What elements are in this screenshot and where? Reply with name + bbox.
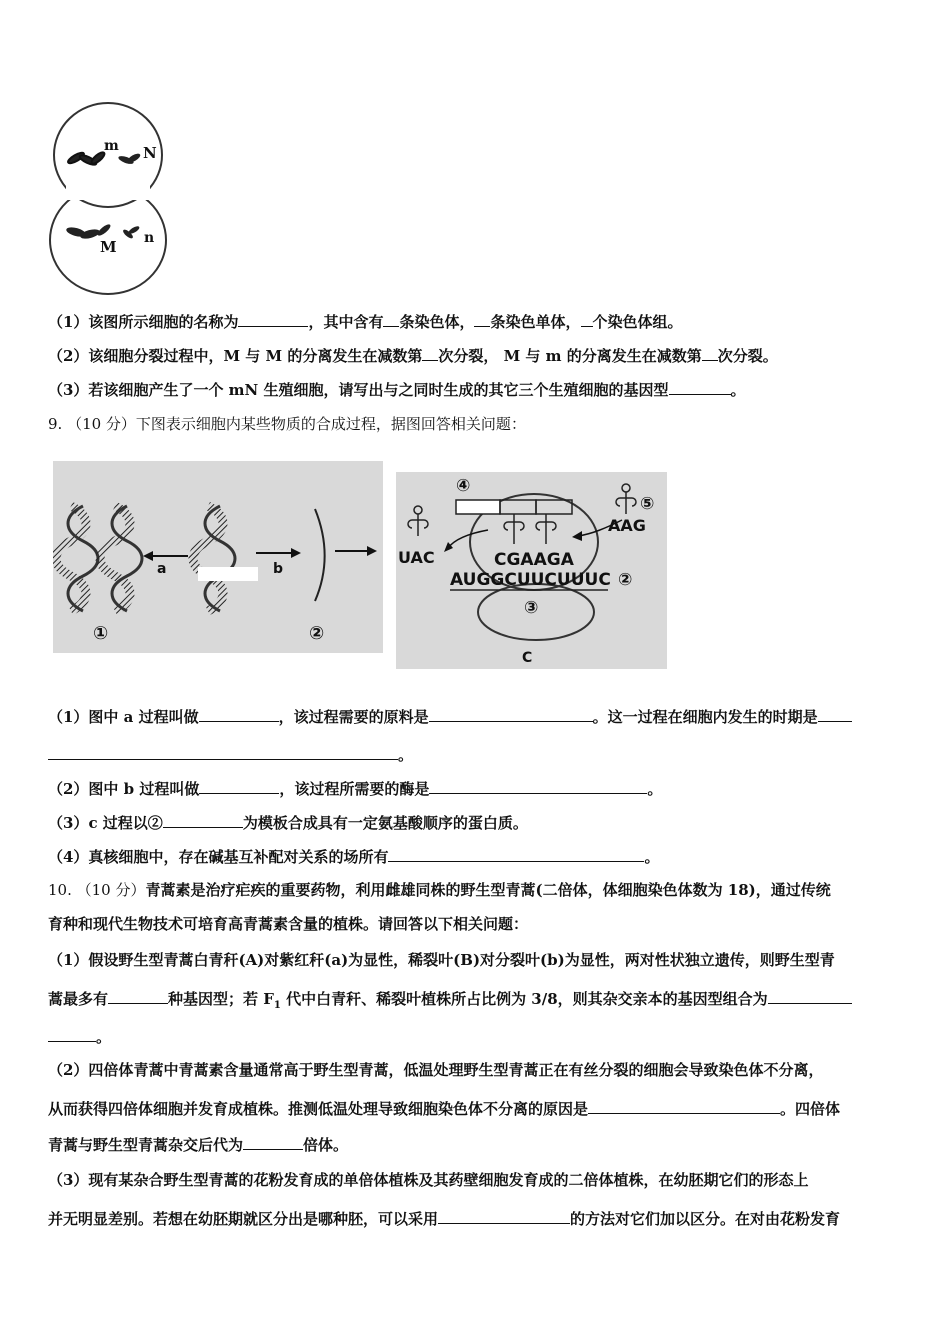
label-circled-2: ② xyxy=(309,623,325,644)
q9-part2: （2）图中 b 过程叫做 ，该过程所需要的酶是 。 xyxy=(48,780,663,798)
figure-translation xyxy=(396,472,667,669)
q10-part2-line3: 青蒿与野生型青蒿杂交后代为 倍体。 xyxy=(48,1136,349,1154)
q9-intro: 9. （10 分）下图表示细胞内某些物质的合成过程，据图回答相关问题： xyxy=(48,415,526,433)
q9-part4: （4）真核细胞中，存在碱基互补配对关系的场所有 。 xyxy=(48,848,660,866)
label-aag: AAG xyxy=(608,516,646,535)
label-circled-1: ① xyxy=(93,623,109,644)
label-uac: UAC xyxy=(398,548,435,567)
figure-replication-transcription xyxy=(53,461,383,653)
label-b: b xyxy=(273,561,284,577)
q10-part2-line1: （2）四倍体青蒿中青蒿素含量通常高于野生型青蒿，低温处理野生型青蒿正在有丝分裂的细胞会导致染色体不分离， xyxy=(48,1061,824,1079)
label-M: M xyxy=(100,238,117,256)
q10-part3-line1: （3）现有某杂合野生型青蒿的花粉发育成的单倍体植株及其药壁细胞发育成的二倍体植株，在幼胚期它们的形态上 xyxy=(48,1171,809,1189)
q10-part1-line1: （1）假设野生型青蒿白青秆(A)对紫红秆(a)为显性，稀裂叶(B)对分裂叶(b)为显性，两对性状独立遗传，则野生型青 xyxy=(48,951,835,969)
q8-part2: （2）该细胞分裂过程中，M 与 M 的分离发生在减数第 次分裂， M 与 m 的分离发生在减数第 次分裂。 xyxy=(48,347,778,365)
label-circled-4: ④ xyxy=(456,476,471,496)
label-n: n xyxy=(144,230,155,246)
q9-part3: （3）c 过程以② 为模板合成具有一定氨基酸顺序的蛋白质。 xyxy=(48,814,528,832)
q10-part2-line2: 从而获得四倍体细胞并发育成植株。推测低温处理导致细胞染色体不分离的原因是 。四倍体 xyxy=(48,1100,841,1118)
q9-part1-line2: 。 xyxy=(48,744,413,765)
label-mrna-sequence: AUGGCUUCUUUC xyxy=(450,570,611,590)
q10-intro-line2: 育种和现代生物技术可培育高青蒿素含量的植株。请回答以下相关问题： xyxy=(48,915,529,933)
label-c: C xyxy=(522,650,533,666)
q10-part1-line3: 。 xyxy=(48,1026,111,1047)
label-circled-2-mrna: ② xyxy=(618,570,633,590)
label-N: N xyxy=(143,144,157,162)
cell-outline xyxy=(46,100,176,296)
q10-intro-line1: 10. （10 分）青蒿素是治疗疟疾的重要药物，利用雌雄同株的野生型青蒿(二倍体，体细胞染色体数为 18)，通过传统 xyxy=(48,881,831,899)
cell-division-figure xyxy=(46,100,176,296)
chromosome-n-lower xyxy=(122,225,141,240)
q8-part1: （1）该图所示细胞的名称为 ，其中含有 条染色体， 条染色单体， 个染色体组。 xyxy=(48,313,683,331)
label-m: m xyxy=(104,138,119,154)
chromosome-m-upper xyxy=(67,151,106,167)
q10-part3-line2: 并无明显差别。若想在幼胚期就区分出是哪种胚，可以采用 的方法对它们加以区分。在对由花粉发育 xyxy=(48,1210,841,1228)
label-circled-3: ③ xyxy=(524,598,539,618)
chromosome-N-upper xyxy=(117,152,141,166)
q9-part1-line1: （1）图中 a 过程叫做 ，该过程需要的原料是 。这一过程在细胞内发生的时期是 xyxy=(48,706,852,727)
label-a: a xyxy=(157,561,167,577)
q10-part1-line2: 蒿最多有 种基因型；若 $F_1$ 代中白青秆、稀裂叶植株所占比例为 3/8，则其杂交亲本的基因型组合为 xyxy=(48,988,852,1016)
label-anticodons: CGAAGA xyxy=(494,550,574,570)
label-circled-5: ⑤ xyxy=(640,494,655,514)
q8-part3: （3）若该细胞产生了一个 mN 生殖细胞，请写出与之同时生成的其它三个生殖细胞的基因型 。 xyxy=(48,381,746,399)
